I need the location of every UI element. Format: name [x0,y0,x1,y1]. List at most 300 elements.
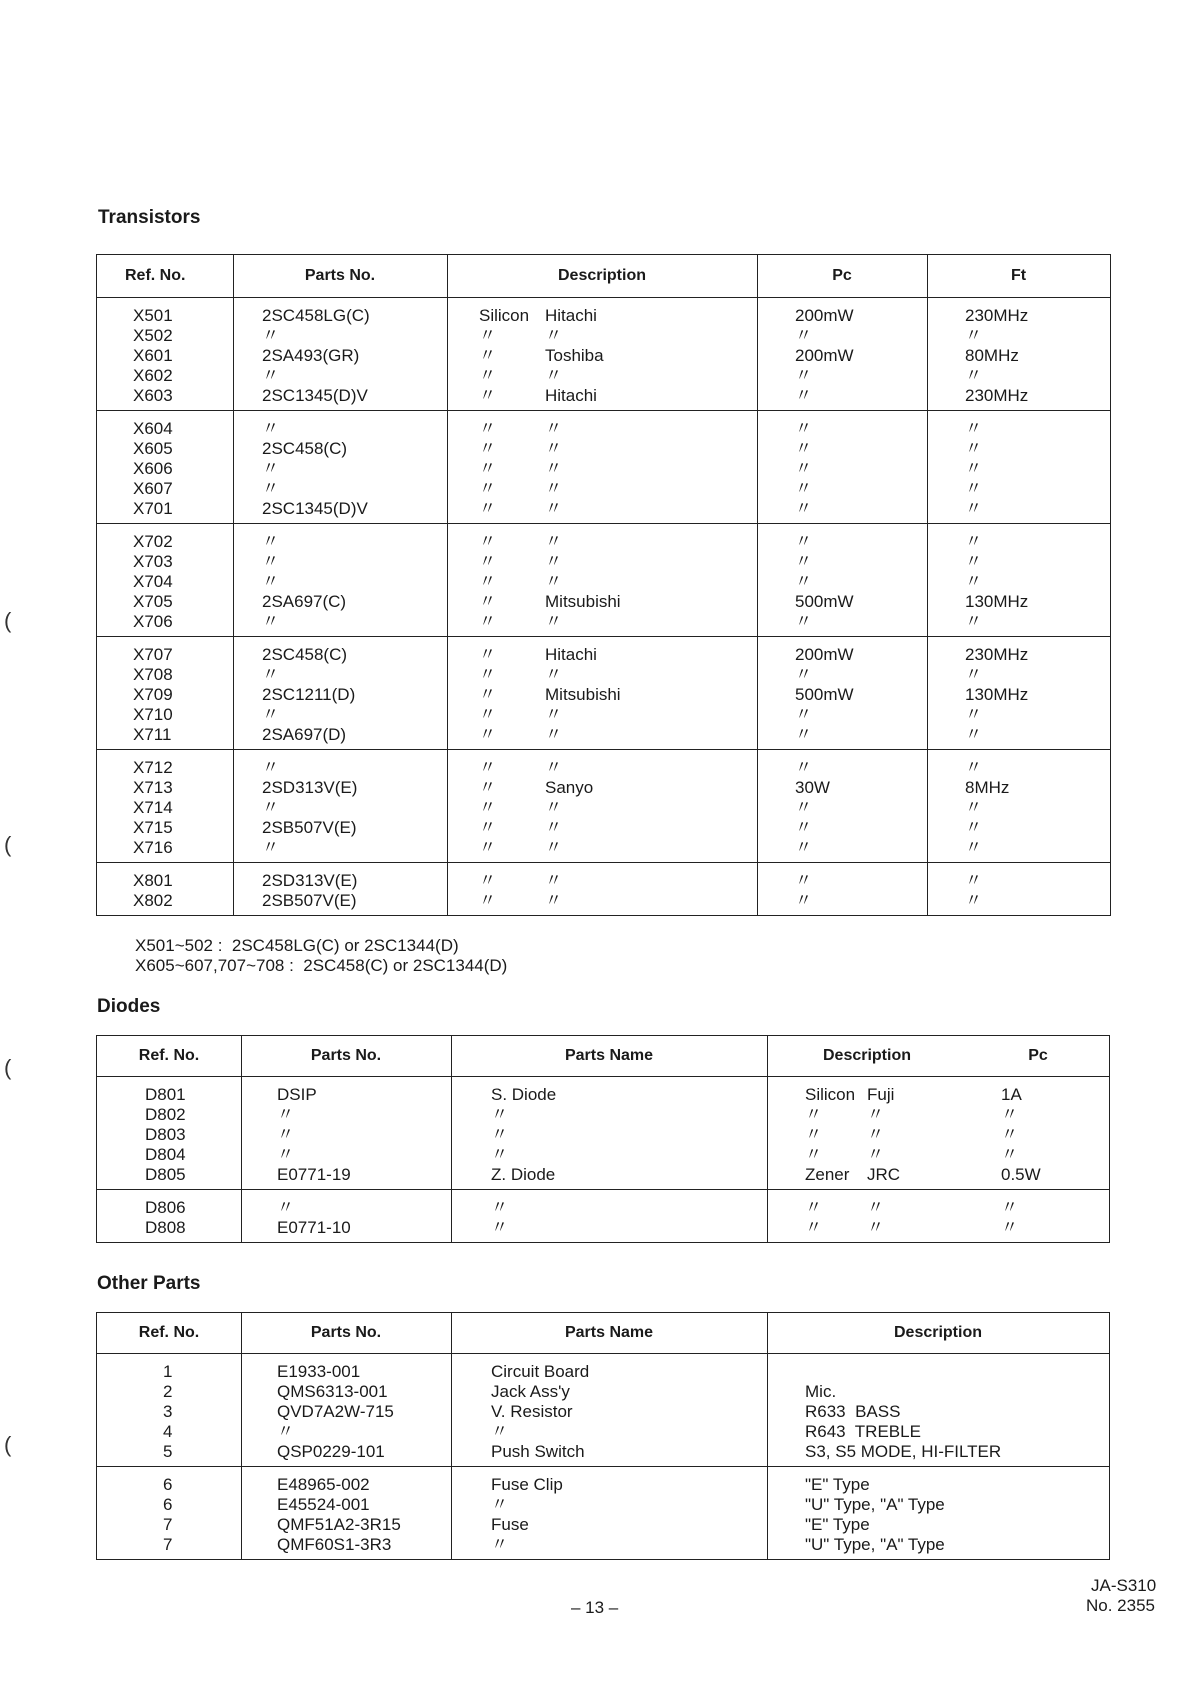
cell-ref-no: X711 [133,725,172,744]
cell-maker: Toshiba [545,346,604,365]
cell-parts-no: 2SB507V(E) [262,891,357,910]
cell-maker: Mitsubishi [545,592,621,611]
column-divider [233,255,234,915]
cell-parts-name: S. Diode [491,1085,557,1104]
cell-maker: JRC [867,1165,901,1184]
cell-pc: 〃 [795,419,812,438]
cell-type: 〃 [805,1105,822,1124]
table-row [97,778,1110,798]
cell-pc: 〃 [795,326,812,345]
cell-type: 〃 [479,645,496,664]
cell-parts-no: E48965-002 [277,1475,370,1494]
cell-type: 〃 [479,326,496,345]
column-divider [241,1313,242,1559]
cell-pc: 〃 [795,552,812,571]
cell-parts-no: E1933-001 [277,1362,361,1381]
cell-type: 〃 [805,1125,822,1144]
cell-pc: 〃 [795,818,812,837]
cell-type: 〃 [479,778,496,797]
cell-parts-no: 〃 [262,572,279,591]
cell-type: 〃 [479,871,496,890]
cell-ref-no: X607 [133,479,173,498]
table-row [97,1442,1109,1462]
cell-ref-no: X710 [133,705,173,724]
cell-type: 〃 [479,366,496,385]
table-row [97,1165,1109,1185]
cell-ref-no: X502 [133,326,173,345]
cell-maker: 〃 [545,479,562,498]
cell-ref-no: D803 [145,1125,186,1144]
header-pc: Pc [1028,1047,1048,1064]
cell-type: Silicon [479,306,530,325]
cell-ft: 230MHz [965,386,1029,405]
cell-maker: 〃 [867,1198,884,1217]
row-group [97,411,1110,524]
table-row [97,499,1110,519]
cell-parts-no: 2SB507V(E) [262,818,357,837]
cell-pc: 〃 [795,459,812,478]
cell-ft: 〃 [965,552,982,571]
table-row [97,685,1110,705]
cell-parts-no: 〃 [262,419,279,438]
cell-parts-no: 〃 [262,705,279,724]
cell-ref-no: D806 [145,1198,186,1217]
cell-parts-no: 〃 [262,479,279,498]
cell-ft: 〃 [965,419,982,438]
cell-ref-no: X714 [133,798,173,817]
cell-parts-no: 2SC458(C) [262,645,348,664]
cell-type: Silicon [805,1085,856,1104]
cell-ft: 230MHz [965,645,1029,664]
cell-type: 〃 [479,665,496,684]
cell-maker: 〃 [545,725,562,744]
table-row [97,306,1110,326]
cell-ref-no: X602 [133,366,173,385]
cell-maker: Hitachi [545,306,597,325]
cell-ref-no: X704 [133,572,173,591]
cell-pc: 〃 [795,798,812,817]
cell-description: "U" Type, "A" Type [805,1495,945,1514]
cell-ref-no: D802 [145,1105,186,1124]
cell-ref-no: X603 [133,386,173,405]
cell-description: "U" Type, "A" Type [805,1535,945,1554]
cell-parts-name: Z. Diode [491,1165,556,1184]
diodes-table [96,1035,1110,1243]
cell-type: 〃 [479,592,496,611]
cell-parts-no: 2SC1345(D)V [262,386,368,405]
cell-ft: 〃 [965,459,982,478]
cell-maker: 〃 [545,326,562,345]
cell-type: 〃 [479,532,496,551]
cell-ref-no: X606 [133,459,173,478]
cell-ft: 〃 [965,725,982,744]
cell-parts-no: 〃 [262,665,279,684]
cell-pc: 〃 [795,665,812,684]
cell-pc: 200mW [795,645,854,664]
margin-mark: ( [4,832,12,857]
table-row [97,1218,1109,1238]
table-row [97,479,1110,499]
cell-parts-no: QMF51A2-3R15 [277,1515,401,1534]
cell-description: R643 TREBLE [805,1422,921,1441]
cell-pc: 〃 [795,612,812,631]
cell-parts-no: 2SD313V(E) [262,871,358,890]
cell-ref-no: X501 [133,306,173,325]
cell-maker: Sanyo [545,778,594,797]
row-group [97,1354,1109,1467]
cell-parts-no: 〃 [277,1422,294,1441]
model-number: JA-S310 [1091,1576,1157,1595]
table-row [97,1422,1109,1442]
cell-ref-no: X604 [133,419,173,438]
cell-ref-no: D804 [145,1145,186,1164]
transistors-table [96,254,1111,916]
cell-pc: 〃 [795,705,812,724]
cell-maker: 〃 [545,459,562,478]
cell-parts-name: Jack Ass'y [491,1382,570,1401]
cell-pc: 〃 [795,758,812,777]
cell-ref-no: X703 [133,552,173,571]
other-parts-body [97,1354,1109,1559]
table-row [97,592,1110,612]
table-row [97,705,1110,725]
cell-ft: 〃 [965,366,982,385]
cell-type: Zener [805,1165,850,1184]
cell-pc: 〃 [795,479,812,498]
margin-mark: ( [4,1055,12,1080]
cell-pc: 〃 [1001,1198,1018,1217]
cell-ref-no: 3 [163,1402,173,1421]
table-row [97,1535,1109,1555]
cell-maker: 〃 [545,572,562,591]
cell-ref-no: X712 [133,758,173,777]
other-parts-heading: Other Parts [97,1273,201,1294]
cell-parts-name: Fuse Clip [491,1475,563,1494]
cell-parts-no: 〃 [277,1125,294,1144]
cell-pc: 200mW [795,306,854,325]
row-group [97,298,1110,411]
cell-parts-name: Fuse [491,1515,529,1534]
cell-pc: 〃 [795,386,812,405]
column-divider [927,255,928,915]
header-parts-no: Parts No. [310,1047,382,1064]
cell-maker: Hitachi [545,386,597,405]
table-row [97,572,1110,592]
cell-parts-no: 〃 [262,366,279,385]
margin-mark: ( [4,608,12,633]
cell-type: 〃 [479,798,496,817]
cell-ref-no: X716 [133,838,173,857]
table-row [97,1495,1109,1515]
cell-ft: 〃 [965,838,982,857]
table-row [97,419,1110,439]
row-group [97,750,1110,863]
cell-parts-no: QSP0229-101 [277,1442,385,1461]
cell-pc: 〃 [795,871,812,890]
table-row [97,459,1110,479]
cell-type: 〃 [479,891,496,910]
table-header [97,255,1110,298]
table-row [97,366,1110,386]
column-divider [767,1313,768,1559]
column-divider [451,1313,452,1559]
cell-maker: 〃 [545,871,562,890]
table-row [97,326,1110,346]
cell-ft: 〃 [965,705,982,724]
cell-pc: 〃 [795,499,812,518]
cell-ft: 〃 [965,871,982,890]
header-pc: Pc [832,267,852,284]
row-group [97,637,1110,750]
cell-maker: 〃 [867,1105,884,1124]
cell-ft: 〃 [965,439,982,458]
cell-parts-no: 〃 [262,326,279,345]
cell-pc: 1A [1001,1085,1022,1104]
table-row [97,1515,1109,1535]
cell-type: 〃 [479,572,496,591]
cell-parts-no: 〃 [262,552,279,571]
cell-parts-no: 〃 [262,532,279,551]
cell-ref-no: X705 [133,592,173,611]
table-row [97,1105,1109,1125]
cell-pc: 500mW [795,592,854,611]
cell-ft: 〃 [965,572,982,591]
cell-maker: 〃 [545,439,562,458]
table-row [97,798,1110,818]
cell-ref-no: X801 [133,871,173,890]
cell-parts-no: QMF60S1-3R3 [277,1535,392,1554]
cell-type: 〃 [479,346,496,365]
cell-parts-name: 〃 [491,1422,508,1441]
cell-parts-no: E45524-001 [277,1495,370,1514]
table-row [97,871,1110,891]
table-row [97,1382,1109,1402]
cell-parts-no: 〃 [262,758,279,777]
cell-maker: Mitsubishi [545,685,621,704]
cell-ref-no: D801 [145,1085,186,1104]
cell-type: 〃 [479,479,496,498]
cell-ft: 〃 [965,818,982,837]
transistor-note: X605~607,707~708 : 2SC458(C) or 2SC1344(D) [135,956,508,975]
row-group [97,1077,1109,1190]
cell-ft: 〃 [965,479,982,498]
cell-maker: 〃 [545,612,562,631]
cell-pc: 200mW [795,346,854,365]
cell-parts-no: 2SA697(C) [262,592,347,611]
cell-ref-no: X706 [133,612,173,631]
cell-parts-name: 〃 [491,1105,508,1124]
table-row [97,758,1110,778]
cell-ref-no: 7 [163,1515,173,1534]
cell-maker: 〃 [545,499,562,518]
cell-pc: 〃 [795,532,812,551]
cell-pc: 〃 [795,439,812,458]
other-parts-table [96,1312,1110,1560]
cell-type: 〃 [479,552,496,571]
cell-type: 〃 [479,758,496,777]
diodes-heading: Diodes [97,996,161,1017]
cell-ref-no: X601 [133,346,173,365]
cell-maker: 〃 [545,552,562,571]
cell-ref-no: D805 [145,1165,186,1184]
cell-parts-name: 〃 [491,1125,508,1144]
cell-maker: 〃 [545,366,562,385]
margin-mark: ( [4,1432,12,1457]
table-row [97,1145,1109,1165]
cell-ft: 8MHz [965,778,1010,797]
cell-parts-name: Circuit Board [491,1362,590,1381]
cell-ref-no: 6 [163,1495,173,1514]
transistors-body [97,298,1110,915]
cell-parts-name: 〃 [491,1198,508,1217]
cell-ft: 〃 [965,891,982,910]
cell-type: 〃 [479,386,496,405]
row-group [97,1467,1109,1559]
row-group [97,524,1110,637]
column-divider [767,1036,768,1242]
table-row [97,532,1110,552]
header-parts-name: Parts Name [564,1324,654,1341]
cell-maker: 〃 [545,419,562,438]
table-row [97,1198,1109,1218]
cell-pc: 〃 [1001,1125,1018,1144]
cell-ft: 80MHz [965,346,1019,365]
cell-maker: 〃 [867,1125,884,1144]
header-ref-no: Ref. No. [125,267,186,284]
cell-parts-no: 〃 [262,612,279,631]
cell-ref-no: X701 [133,499,173,518]
cell-pc: 〃 [795,572,812,591]
cell-parts-no: DSIP [277,1085,317,1104]
cell-maker: 〃 [545,798,562,817]
cell-pc: 〃 [795,366,812,385]
cell-pc: 500mW [795,685,854,704]
cell-parts-no: 2SC1345(D)V [262,499,368,518]
cell-ft: 〃 [965,532,982,551]
cell-parts-no: 〃 [277,1105,294,1124]
cell-maker: 〃 [545,818,562,837]
cell-parts-no: E0771-19 [277,1165,351,1184]
cell-type: 〃 [805,1218,822,1237]
document-number: No. 2355 [1086,1596,1155,1615]
cell-pc: 〃 [795,891,812,910]
cell-ref-no: 5 [163,1442,173,1461]
page-number: – 13 – [571,1598,619,1617]
cell-ft: 〃 [965,612,982,631]
column-divider [451,1036,452,1242]
header-description: Description [557,267,646,284]
cell-pc: 〃 [1001,1218,1018,1237]
cell-parts-no: 〃 [277,1145,294,1164]
cell-parts-no: 2SD313V(E) [262,778,358,797]
diodes-body [97,1077,1109,1242]
cell-maker: 〃 [545,532,562,551]
table-row [97,818,1110,838]
row-group [97,863,1110,915]
table-row [97,838,1110,858]
cell-pc: 〃 [1001,1145,1018,1164]
cell-parts-name: 〃 [491,1145,508,1164]
cell-ref-no: X707 [133,645,173,664]
cell-parts-no: 〃 [277,1198,294,1217]
cell-type: 〃 [479,612,496,631]
cell-type: 〃 [479,419,496,438]
cell-parts-name: V. Resistor [491,1402,573,1421]
cell-type: 〃 [479,499,496,518]
cell-maker: Hitachi [545,645,597,664]
cell-parts-no: 2SC1211(D) [262,685,356,704]
cell-pc: 0.5W [1001,1165,1041,1184]
table-row [97,1125,1109,1145]
cell-ref-no: X708 [133,665,173,684]
cell-type: 〃 [479,685,496,704]
cell-ref-no: D808 [145,1218,186,1237]
cell-ft: 〃 [965,798,982,817]
header-parts-no: Parts No. [304,267,376,284]
cell-parts-no: QMS6313-001 [277,1382,388,1401]
header-parts-name: Parts Name [564,1047,654,1064]
cell-ft: 230MHz [965,306,1029,325]
cell-parts-no: 2SA493(GR) [262,346,360,365]
header-description: Description [822,1047,911,1064]
row-group [97,1190,1109,1242]
cell-ref-no: 7 [163,1535,173,1554]
table-row [97,346,1110,366]
cell-type: 〃 [479,705,496,724]
table-header [97,1313,1109,1354]
cell-ref-no: X713 [133,778,173,797]
cell-description: Mic. [805,1382,837,1401]
cell-ref-no: 6 [163,1475,173,1494]
cell-maker: 〃 [545,705,562,724]
cell-parts-no: QVD7A2W-715 [277,1402,394,1421]
cell-ft: 〃 [965,326,982,345]
table-row [97,891,1110,911]
cell-type: 〃 [479,818,496,837]
cell-maker: 〃 [867,1145,884,1164]
cell-pc: 30W [795,778,830,797]
cell-parts-name: 〃 [491,1495,508,1514]
cell-parts-name: Push Switch [491,1442,585,1461]
cell-parts-no: 2SC458(C) [262,439,348,458]
header-ref-no: Ref. No. [138,1324,200,1341]
column-divider [241,1036,242,1242]
cell-pc: 〃 [1001,1105,1018,1124]
cell-ft: 〃 [965,499,982,518]
cell-parts-no: 2SA697(D) [262,725,347,744]
cell-ft: 〃 [965,758,982,777]
table-row [97,1402,1109,1422]
cell-type: 〃 [479,838,496,857]
table-row [97,439,1110,459]
header-ft: Ft [1010,267,1027,284]
cell-parts-no: 〃 [262,838,279,857]
table-row [97,645,1110,665]
cell-parts-no: 〃 [262,798,279,817]
cell-maker: Fuji [867,1085,895,1104]
header-ref-no: Ref. No. [138,1047,200,1064]
column-divider [447,255,448,915]
table-row [97,612,1110,632]
cell-ref-no: X802 [133,891,173,910]
cell-maker: 〃 [545,758,562,777]
cell-type: 〃 [479,725,496,744]
transistor-note: X501~502 : 2SC458LG(C) or 2SC1344(D) [135,936,459,955]
table-row [97,1475,1109,1495]
cell-type: 〃 [805,1198,822,1217]
table-row [97,665,1110,685]
cell-type: 〃 [805,1145,822,1164]
